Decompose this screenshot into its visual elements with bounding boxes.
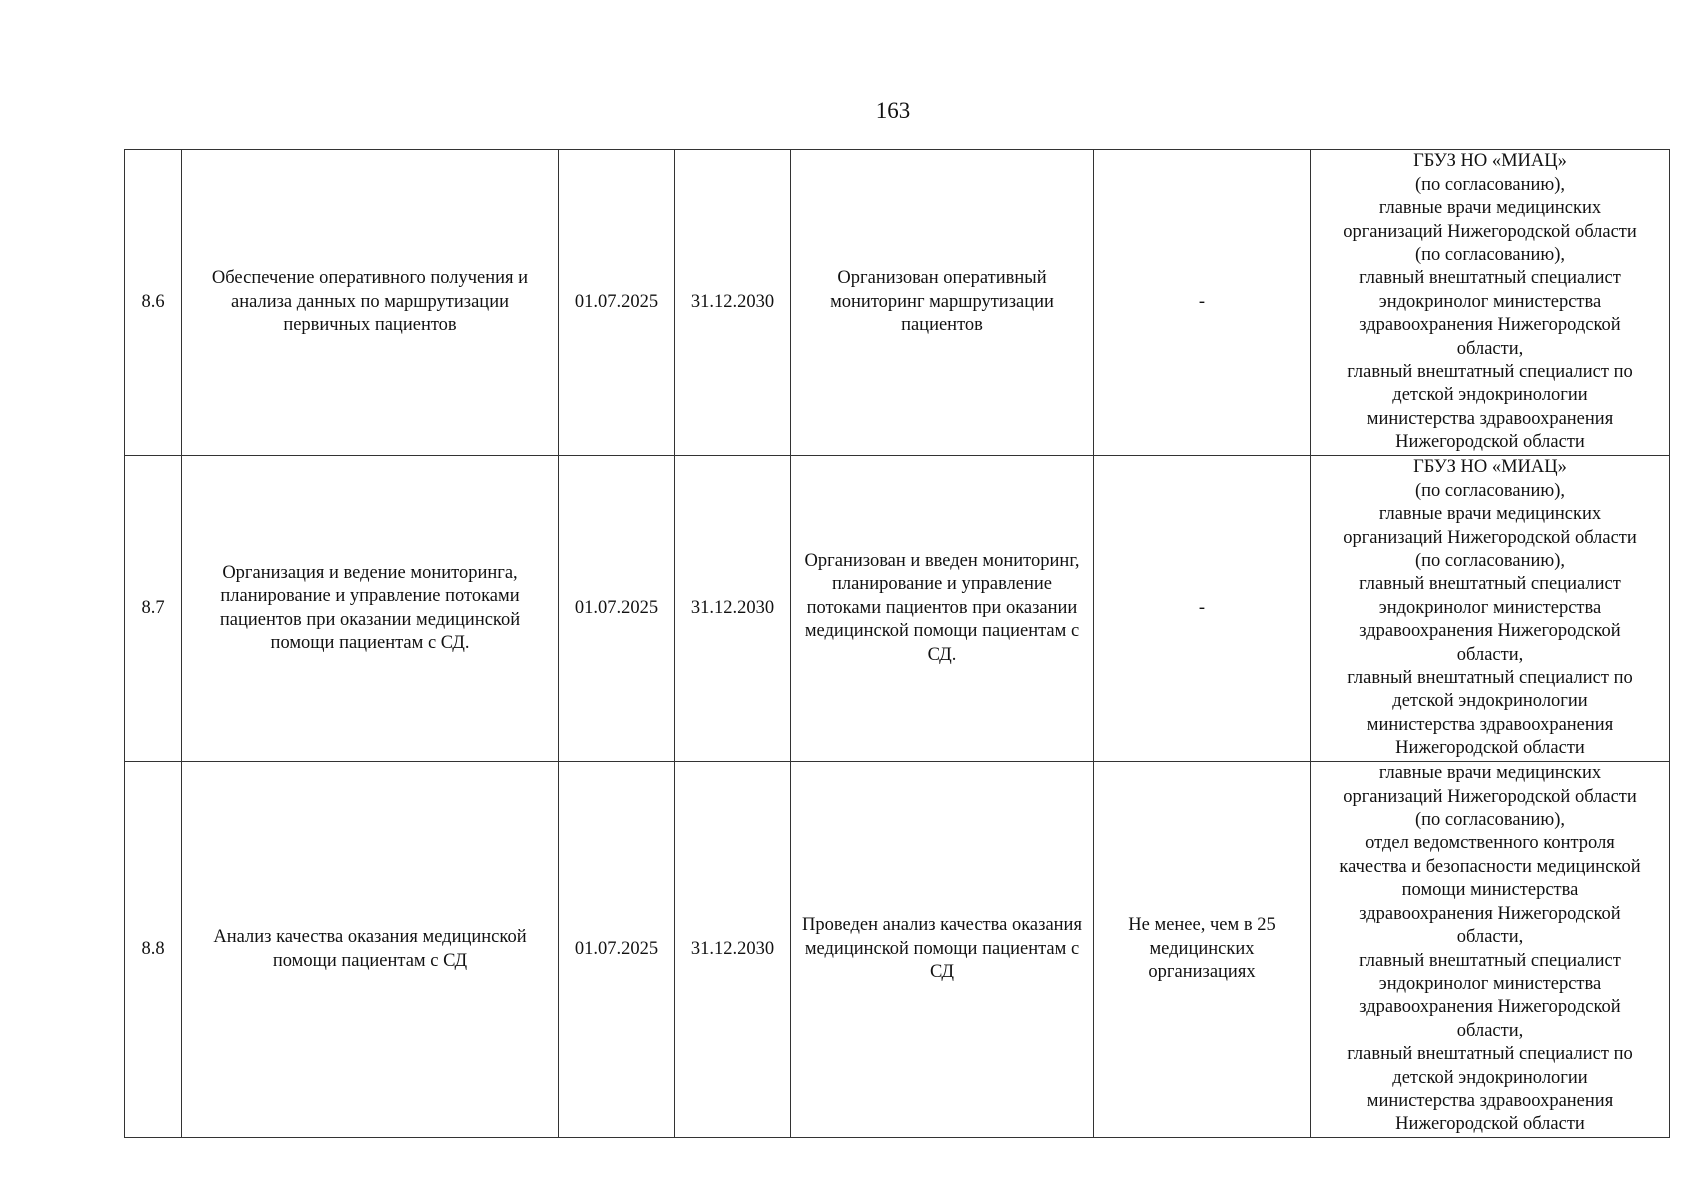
responsible-line: (по согласованию), <box>1414 174 1566 195</box>
responsible-line: ГБУЗ НО «МИАЦ» <box>1413 457 1567 478</box>
activity-cell: Организация и ведение мониторинга, планирование и управление потоками пациентов при оказании медицинской помощи пациентам с СД. <box>182 456 559 762</box>
responsible-line: здравоохранения Нижегородской <box>1359 997 1621 1018</box>
result-cell: Организован оперативный мониторинг маршрутизации пациентов <box>791 150 1094 456</box>
responsible-line: министерства здравоохранения <box>1366 408 1614 429</box>
responsible-line: эндокринолог министерства <box>1378 291 1602 312</box>
responsible-line: организаций Нижегородской области <box>1343 786 1637 807</box>
responsible-line: области, <box>1456 1020 1524 1041</box>
indicator-cell: - <box>1094 150 1311 456</box>
responsible-line: здравоохранения Нижегородской <box>1359 903 1621 924</box>
responsible-line: (по согласованию), <box>1414 480 1566 501</box>
responsible-line: министерства здравоохранения <box>1366 714 1614 735</box>
result-cell: Проведен анализ качества оказания медицинской помощи пациентам с СД <box>791 762 1094 1138</box>
responsible-cell <box>1311 762 1670 1138</box>
start-date-cell: 01.07.2025 <box>559 456 675 762</box>
responsible-line: (по согласованию), <box>1414 810 1566 831</box>
responsible-line: Нижегородской области <box>1395 1114 1585 1135</box>
responsible-cell <box>1311 150 1670 456</box>
result-cell: Организован и введен мониторинг, планирование и управление потоками пациентов при оказании медицинской помощи пациентам с СД. <box>791 456 1094 762</box>
responsible-line: детской эндокринологии <box>1392 385 1588 406</box>
responsible-line: здравоохранения Нижегородской <box>1359 621 1621 642</box>
start-date-cell: 01.07.2025 <box>559 762 675 1138</box>
responsible-line: Нижегородской области <box>1395 738 1585 759</box>
responsible-line: качества и безопасности медицинской <box>1339 856 1641 877</box>
responsible-line: главные врачи медицинских <box>1378 763 1602 784</box>
page-number: 163 <box>875 98 911 123</box>
responsible-line: главный внештатный специалист по <box>1347 668 1633 689</box>
responsible-line: главный внештатный специалист по <box>1347 1044 1633 1065</box>
responsible-line: главный внештатный специалист <box>1359 268 1621 289</box>
responsible-line: организаций Нижегородской области <box>1343 527 1637 548</box>
responsible-line: области, <box>1456 644 1524 665</box>
responsible-cell <box>1311 456 1670 762</box>
responsible-line: организаций Нижегородской области <box>1343 221 1637 242</box>
row-number: 8.8 <box>125 762 182 1138</box>
table-row <box>125 456 1670 762</box>
start-date-cell: 01.07.2025 <box>559 150 675 456</box>
responsible-line: главный внештатный специалист <box>1359 574 1621 595</box>
end-date-cell: 31.12.2030 <box>675 150 791 456</box>
end-date-cell: 31.12.2030 <box>675 762 791 1138</box>
responsible-line: главный внештатный специалист <box>1359 950 1621 971</box>
activity-cell: Анализ качества оказания медицинской помощи пациентам с СД <box>182 762 559 1138</box>
indicator-cell: Не менее, чем в 25 медицинских организациях <box>1094 762 1311 1138</box>
responsible-line: главные врачи медицинских <box>1378 504 1602 525</box>
row-number: 8.6 <box>125 150 182 456</box>
responsible-line: эндокринолог министерства <box>1378 973 1602 994</box>
responsible-line: области, <box>1456 927 1524 948</box>
responsible-line: (по согласованию), <box>1414 244 1566 265</box>
table-row <box>125 150 1670 456</box>
row-number: 8.7 <box>125 456 182 762</box>
activities-table <box>124 149 1670 1138</box>
responsible-line: главные врачи медицинских <box>1378 198 1602 219</box>
responsible-line: эндокринолог министерства <box>1378 597 1602 618</box>
responsible-line: помощи министерства <box>1401 880 1579 901</box>
responsible-line: детской эндокринологии <box>1392 1067 1588 1088</box>
responsible-line: ГБУЗ НО «МИАЦ» <box>1413 151 1567 172</box>
responsible-line: здравоохранения Нижегородской <box>1359 315 1621 336</box>
responsible-line: Нижегородской области <box>1395 432 1585 453</box>
responsible-line: области, <box>1456 338 1524 359</box>
end-date-cell: 31.12.2030 <box>675 456 791 762</box>
responsible-line: (по согласованию), <box>1414 550 1566 571</box>
activity-cell: Обеспечение оперативного получения и анализа данных по маршрутизации первичных пациентов <box>182 150 559 456</box>
responsible-line: детской эндокринологии <box>1392 691 1588 712</box>
indicator-cell: - <box>1094 456 1311 762</box>
responsible-line: главный внештатный специалист по <box>1347 362 1633 383</box>
responsible-line: министерства здравоохранения <box>1366 1090 1614 1111</box>
table-row <box>125 762 1670 1138</box>
responsible-line: отдел ведомственного контроля <box>1365 833 1615 854</box>
